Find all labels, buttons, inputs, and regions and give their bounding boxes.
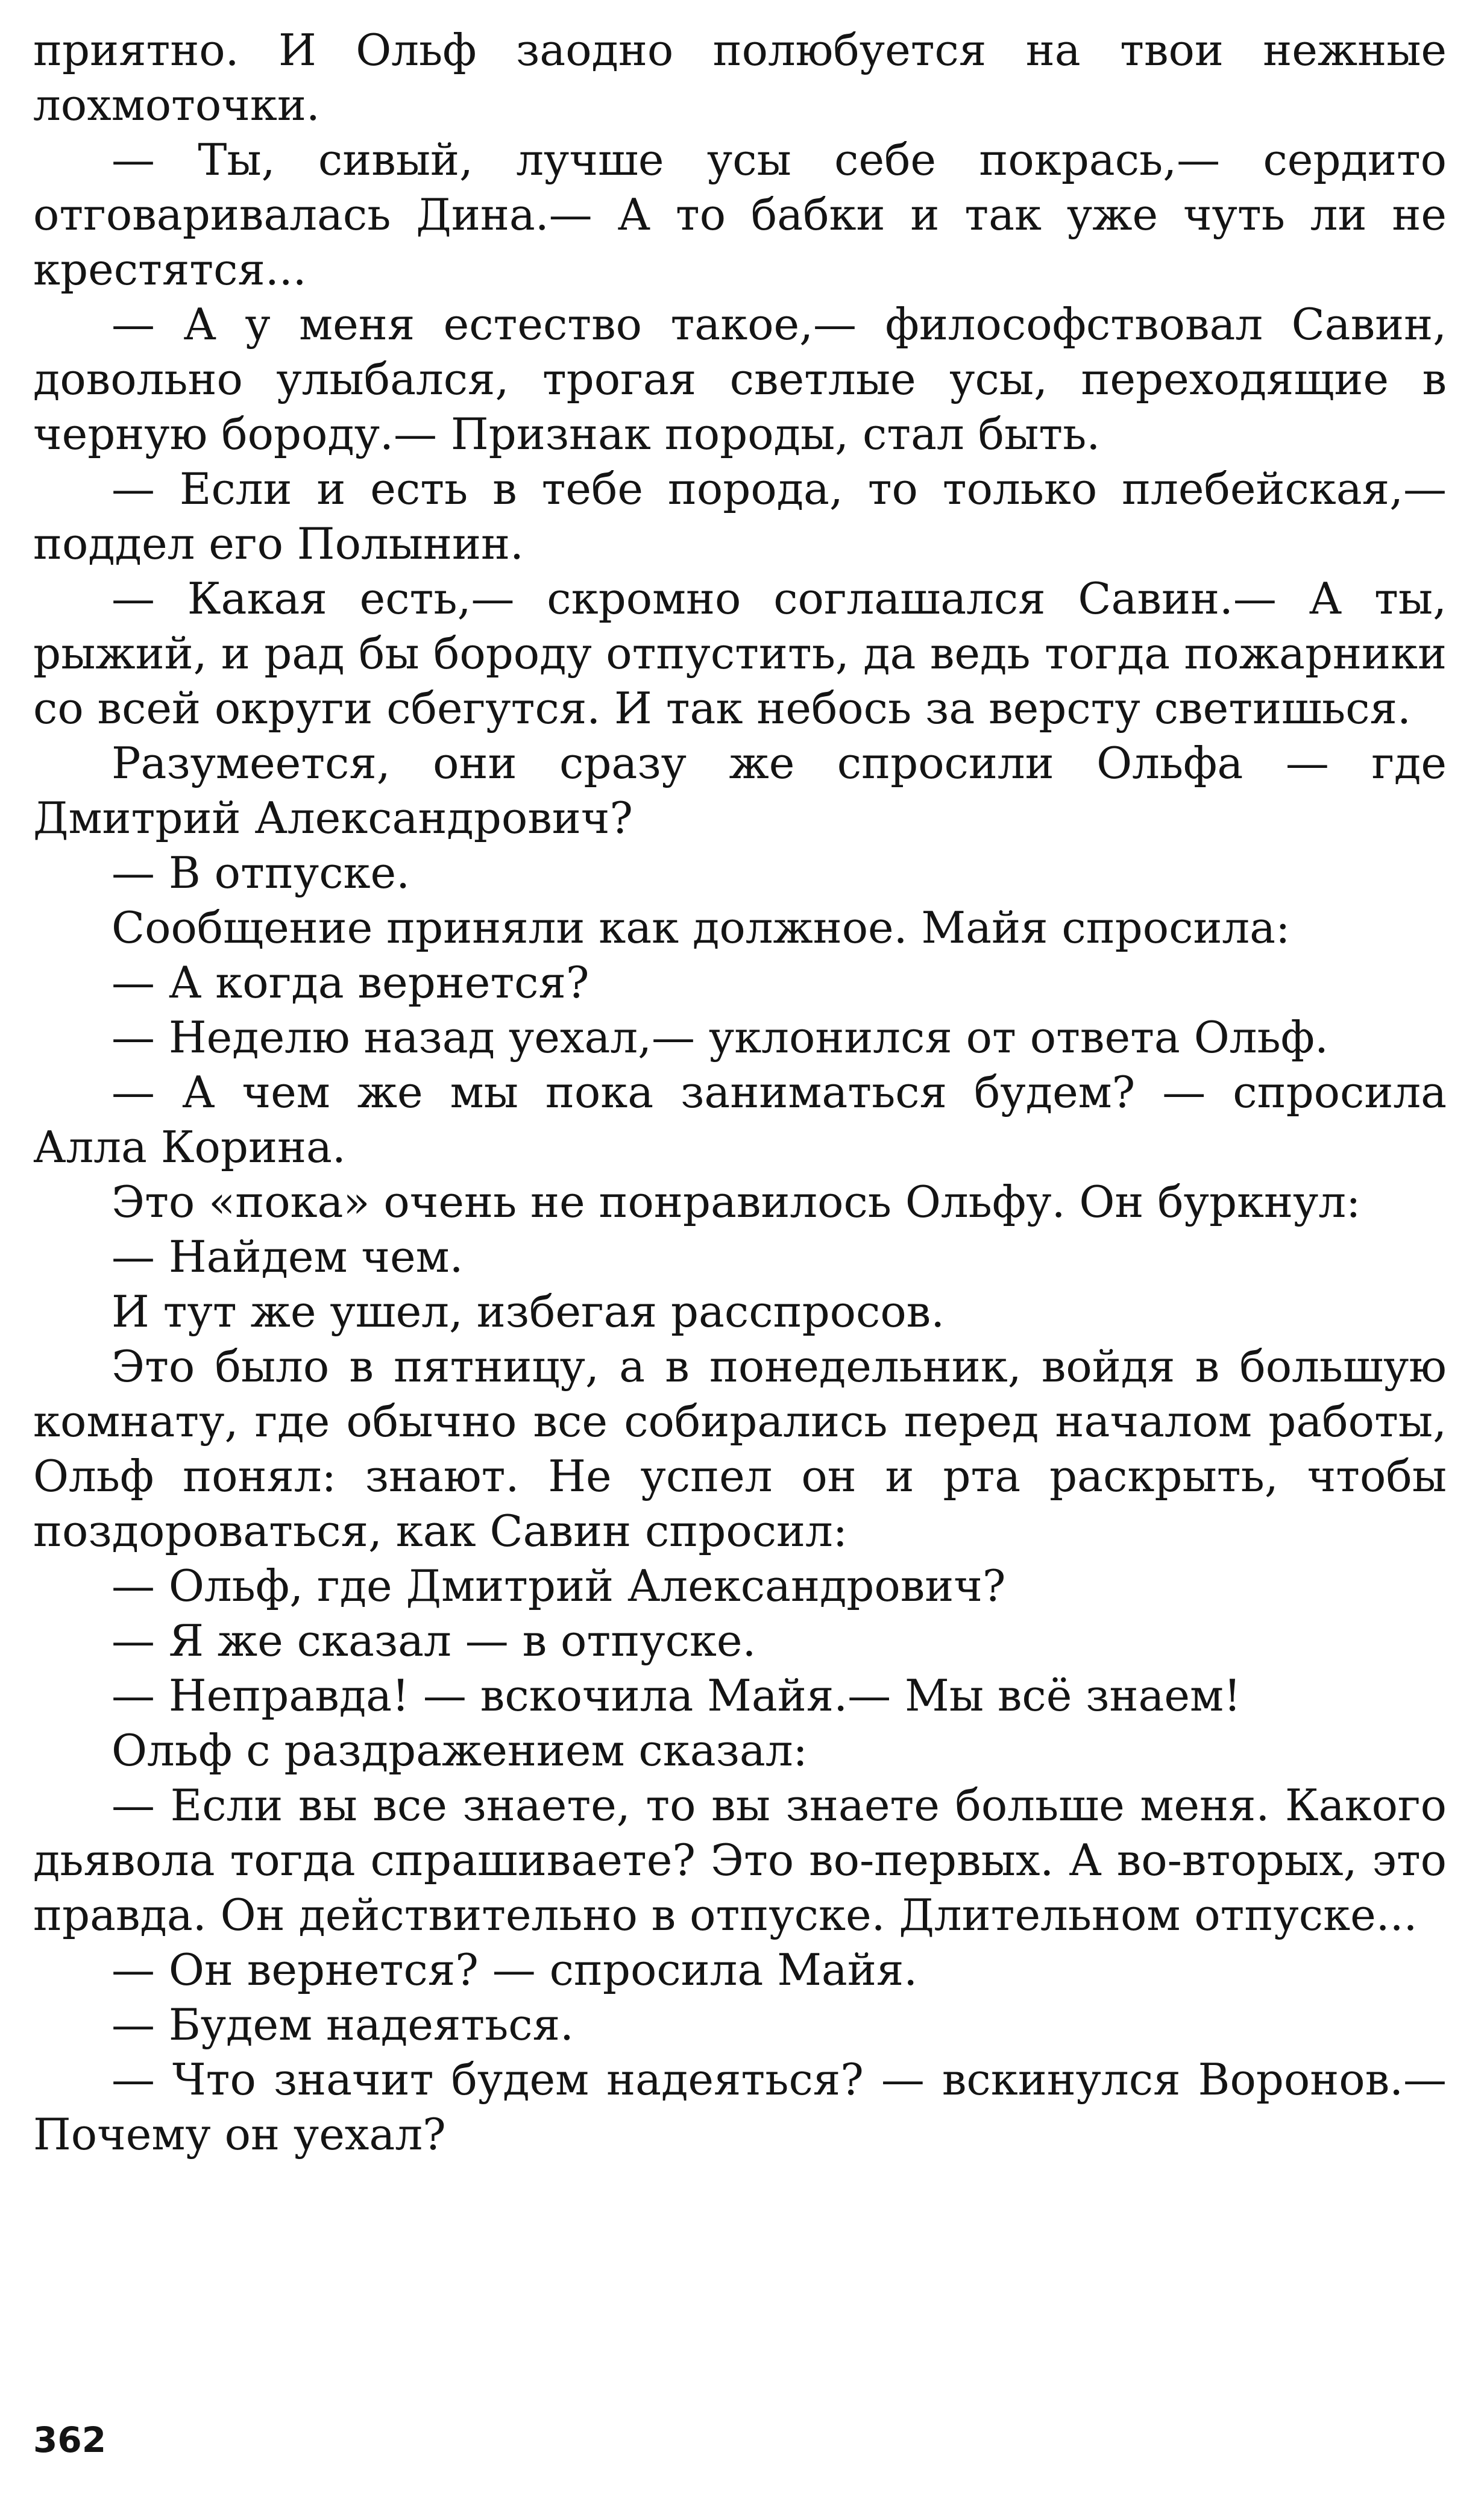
paragraph-16: — Ольф, где Дмитрий Александрович? <box>112 1561 1006 1611</box>
paragraph-3: — А у меня естество такое,— философствовал Савин, довольно улыбался, трогая светлые усы, переходящие в черную бороду.— Признак породы, стал быть. <box>33 299 1447 459</box>
paragraph-17: — Я же сказал — в отпуске. <box>112 1615 756 1666</box>
paragraph-23: — Что значит будем надеяться? — вскинулся Воронов.— Почему он уехал? <box>33 2054 1447 2160</box>
paragraph-2: — Ты, сивый, лучше усы себе покрась,— сердито отговаривалась Дина.— А то бабки и так уже чуть ли не крестятся... <box>33 134 1447 295</box>
paragraph-5: — Какая есть,— скромно соглашался Савин.— А ты, рыжий, и рад бы бороду отпустить, да ведь тогда пожарники со всей округи сбегутся. И так небось за версту светишься. <box>33 573 1447 734</box>
paragraph-6: Разумеется, они сразу же спросили Ольфа — где Дмитрий Александрович? <box>33 738 1447 843</box>
paragraph-20: — Если вы все знаете, то вы знаете больше меня. Какого дьявола тогда спрашиваете? Это во-первых. А во-вторых, это правда. Он действительно в отпуске. Длительном отпуске... <box>33 1780 1447 1940</box>
paragraph-8: Сообщение приняли как должное. Майя спросила: <box>112 902 1291 953</box>
paragraph-15: Это было в пятницу, а в понедельник, войдя в большую комнату, где обычно все собирались перед началом работы, Ольф понял: знают. Не успел он и рта раскрыть, чтобы поздороваться, как Савин спросил: <box>33 1341 1447 1556</box>
page-number: 362 <box>33 2419 107 2460</box>
paragraph-19: Ольф с раздражением сказал: <box>112 1725 808 1776</box>
paragraph-11: — А чем же мы пока заниматься будем? — спросила Алла Корина. <box>33 1067 1447 1172</box>
paragraph-1: приятно. И Ольф заодно полюбуется на твои нежные лохмоточки. <box>33 25 1447 130</box>
paragraph-7: — В отпуске. <box>112 847 410 898</box>
paragraph-18: — Неправда! — вскочила Майя.— Мы всё знаем! <box>112 1670 1241 1721</box>
paragraph-4: — Если и есть в тебе порода, то только плебейская,— поддел его Полынин. <box>33 464 1447 569</box>
paragraph-9: — А когда вернется? <box>112 957 590 1008</box>
paragraph-22: — Будем надеяться. <box>112 1999 574 2050</box>
paragraph-21: — Он вернется? — спросила Майя. <box>112 1944 918 1995</box>
paragraph-10: — Неделю назад уехал,— уклонился от ответа Ольф. <box>112 1012 1328 1063</box>
book-page <box>33 23 1447 2482</box>
paragraph-12: Это «пока» очень не понравилось Ольфу. Он буркнул: <box>112 1177 1361 1227</box>
paragraph-13: — Найдем чем. <box>112 1231 464 1282</box>
paragraph-14: И тут же ушел, избегая расспросов. <box>112 1286 945 1337</box>
body-text <box>33 23 1447 2162</box>
